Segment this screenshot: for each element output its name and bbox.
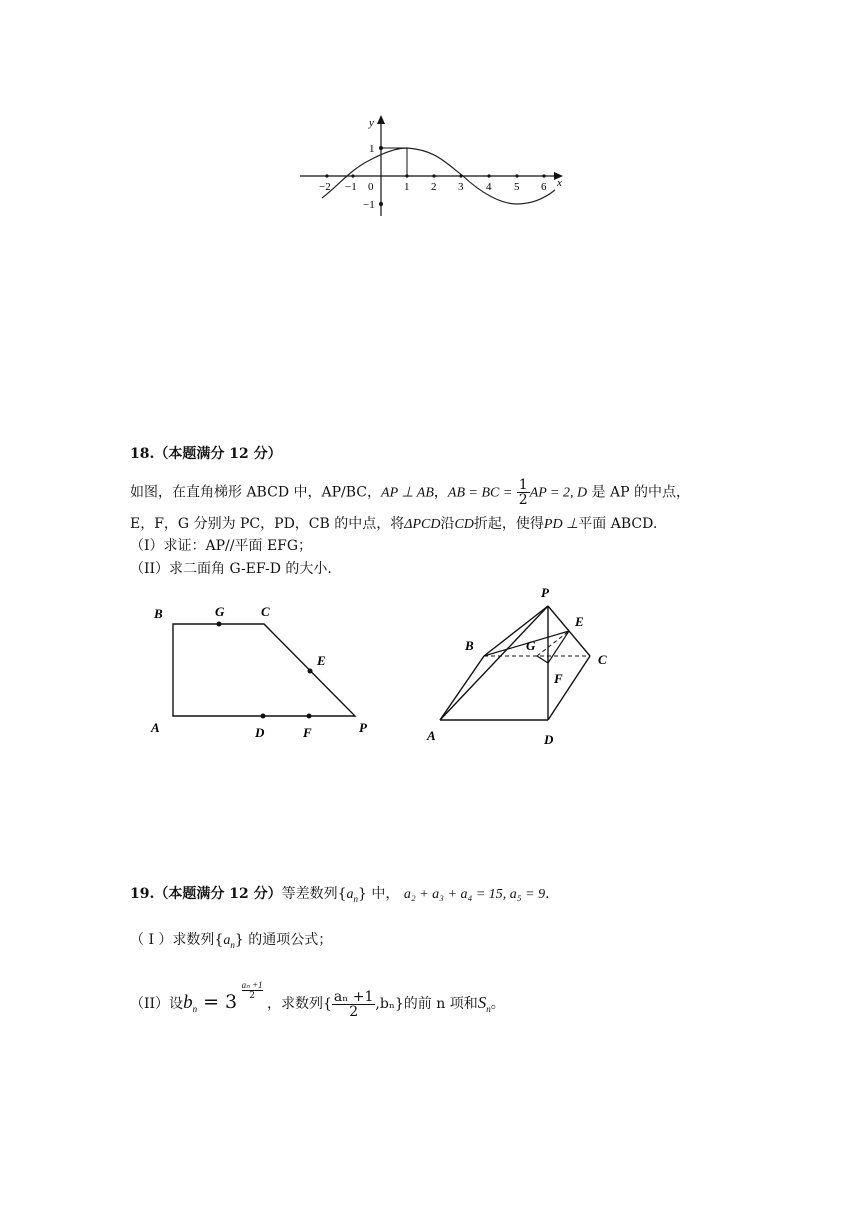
fraction-den: 2 [349, 1003, 359, 1020]
q18-line1-text: 如图，在直角梯形 ABCD 中，AP/BC， [130, 484, 382, 501]
x-tick: −1 [345, 181, 357, 193]
y-axis-label: y [369, 117, 374, 129]
label-g: G [215, 604, 225, 619]
q19-period: . [545, 886, 550, 902]
q18-line2-text: E，F，G 分别为 PC，PD，CB 的中点，将 [130, 516, 405, 532]
q19-eq3: = 3 [197, 991, 238, 1013]
fraction-den: 2 [518, 492, 528, 508]
q19-part1-an: a [223, 933, 231, 948]
point-e [308, 669, 313, 674]
solid-figure [420, 580, 620, 752]
label-d: D [255, 725, 265, 740]
label-d: D [544, 732, 554, 747]
q19-fraction [332, 990, 376, 1019]
y-tick-1: 1 [369, 143, 375, 155]
q19-an: a [346, 887, 354, 902]
q19-part2-end: 。 [490, 996, 505, 1012]
point [405, 174, 408, 177]
point-d [261, 714, 266, 719]
q19-seq-open2: ，求数列{ [266, 996, 332, 1012]
q18-header: 18.（本题满分 12 分） [130, 446, 282, 462]
label-b: B [465, 638, 474, 653]
trapezoid-figure [145, 598, 385, 746]
point [351, 174, 354, 177]
point [459, 174, 462, 177]
q18-part1: （I）求证：AP//平面 EFG； [130, 538, 313, 554]
label-e: E [317, 653, 326, 668]
point [379, 202, 383, 206]
label-g: G [526, 638, 536, 653]
q19-part1 [130, 930, 332, 955]
edge-dc [548, 656, 590, 720]
x-tick: 6 [541, 181, 547, 193]
q18-formula-ap: AP = 2, D [529, 485, 588, 501]
q18-fold: 折起，使得 [473, 516, 544, 532]
label-f: F [303, 725, 312, 740]
x-tick: 0 [368, 181, 374, 193]
point-g [217, 622, 222, 627]
edge-pb [484, 606, 548, 656]
x-tick: 2 [431, 181, 437, 193]
q19-condition: a₂ + a₃ + a₄ = 15, a₅ = 9 [403, 887, 546, 902]
fraction-num: aₙ +1 [333, 988, 374, 1005]
exponent-num: aₙ +1 [241, 979, 263, 990]
label-p: P [541, 585, 549, 600]
point [379, 146, 383, 150]
q19-part1-an-sub: n [230, 939, 235, 950]
q18-line1 [130, 478, 690, 507]
q18-line1-end: 是 AP 的中点， [587, 484, 690, 501]
q18-triangle: ΔPCD [404, 517, 441, 532]
label-a: A [427, 728, 436, 743]
q19-part1-text: （ I ）求数列{ [130, 932, 224, 948]
q19-sn-sub: n [486, 1003, 491, 1014]
q18-along: 沿 [440, 516, 455, 532]
q19-an-sub: n [353, 893, 359, 904]
y-tick-neg1: −1 [363, 199, 375, 211]
sine-graph [295, 112, 575, 220]
q19-sn: S [477, 993, 487, 1012]
q19-line1 [130, 884, 550, 909]
q18-fraction [517, 478, 530, 507]
exponent-den: 2 [249, 990, 255, 1001]
edge-ab [440, 656, 484, 720]
trapezoid [173, 624, 355, 716]
y-axis-arrow [377, 115, 385, 124]
label-c: C [598, 652, 607, 667]
q19-seq-open: 等差数列{ [281, 886, 347, 902]
q19-part2-tail: ,bₙ}的前 n 项和 [375, 996, 478, 1012]
q19-part2 [130, 979, 505, 1022]
x-tick: 3 [458, 181, 464, 193]
edge-pa [440, 606, 548, 720]
q18-formula-perp: AP ⊥ AB [381, 485, 434, 501]
point-f [307, 714, 312, 719]
point [325, 174, 328, 177]
x-tick: 5 [514, 181, 520, 193]
label-e: E [575, 614, 584, 629]
point [432, 174, 435, 177]
q19-exponent [242, 980, 263, 1001]
line-gf [537, 656, 548, 663]
fraction-num: 1 [518, 477, 528, 493]
q19-part2-text: （II）设 [130, 996, 184, 1012]
q18-line2 [130, 514, 657, 535]
point [487, 174, 490, 177]
x-tick: 4 [486, 181, 492, 193]
q18-sep: ， [433, 484, 448, 501]
label-b: B [154, 606, 163, 621]
label-f: F [554, 671, 563, 686]
line-ge [537, 631, 569, 656]
x-axis-label: x [557, 177, 562, 189]
point [542, 174, 545, 177]
label-p: P [359, 720, 367, 735]
label-c: C [261, 604, 270, 619]
q18-plane: 平面 ABCD. [578, 516, 658, 532]
q18-part2: （II）求二面角 G-EF-D 的大小. [130, 561, 332, 577]
q19-bn-sub: n [192, 1003, 198, 1014]
x-tick: 1 [404, 181, 410, 193]
label-a: A [151, 720, 160, 735]
q18-pd-perp: PD ⊥ [543, 517, 579, 532]
q19-header: 19.（本题满分 12 分） [130, 886, 282, 902]
q19-seq-close: } 中， [358, 886, 400, 902]
q18-cd: CD [454, 517, 474, 532]
q19-part1-end: } 的通项公式； [234, 932, 333, 948]
x-tick: −2 [319, 181, 331, 193]
q19-bn: b [183, 992, 193, 1013]
point [515, 174, 518, 177]
q18-formula-eq: AB = BC = [447, 485, 513, 501]
